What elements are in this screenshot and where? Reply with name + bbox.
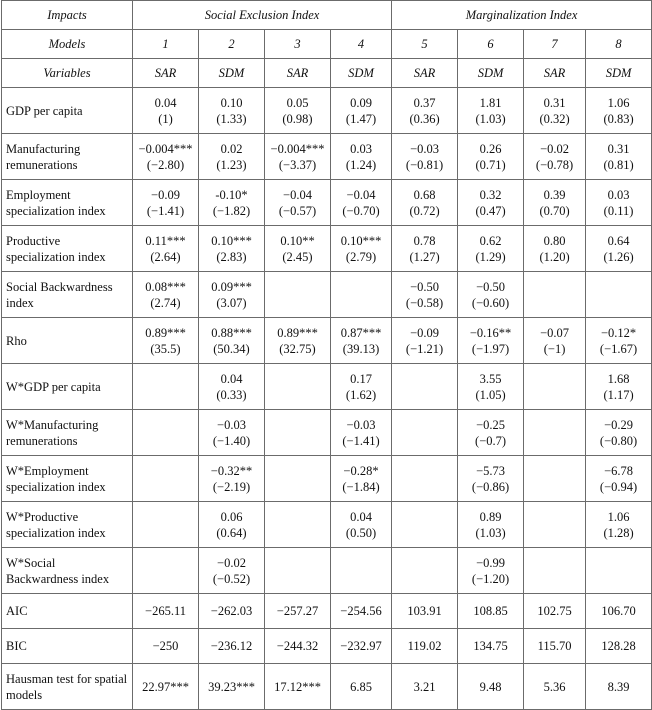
stat-cell: 134.75 [458, 629, 524, 664]
t-statistic: (−1.41) [342, 433, 380, 448]
t-statistic: (1.26) [603, 249, 634, 264]
table-cell [524, 272, 586, 318]
coefficient: 0.17 [350, 371, 372, 386]
stat-cell: 9.48 [458, 664, 524, 710]
coefficient: −0.16** [469, 325, 512, 340]
row-label: GDP per capita [2, 88, 133, 134]
t-statistic: (2.45) [282, 249, 313, 264]
table-cell [392, 134, 458, 180]
table-cell [265, 364, 331, 410]
table-cell [392, 410, 458, 456]
t-statistic: (1.62) [345, 387, 377, 402]
table-cell [265, 548, 331, 594]
table-cell [133, 502, 199, 548]
table-cell [586, 548, 652, 594]
t-statistic: (−1.40) [212, 433, 251, 448]
stat-cell: −262.03 [199, 594, 265, 629]
t-statistic: (0.47) [475, 203, 506, 218]
table-cell [265, 318, 331, 364]
t-statistic: (1.47) [345, 111, 377, 126]
coefficient: −0.04 [283, 187, 312, 202]
t-statistic: (−1.97) [471, 341, 510, 356]
t-statistic: (−1.67) [599, 341, 638, 356]
t-statistic: (−0.81) [405, 157, 444, 172]
coefficient: 0.11*** [145, 233, 186, 248]
header-row-types [2, 59, 652, 88]
t-statistic: (0.36) [409, 111, 440, 126]
t-statistic: (−0.78) [535, 157, 574, 172]
stat-row [2, 629, 652, 664]
row-label: BIC [2, 629, 133, 664]
t-statistic: (0.33) [216, 387, 247, 402]
row-label: AIC [2, 594, 133, 629]
t-statistic: (39.13) [342, 341, 380, 356]
t-statistic: (0.71) [475, 157, 506, 172]
models-label: Models [2, 30, 133, 59]
t-statistic: (−0.94) [599, 479, 638, 494]
table-cell [586, 318, 652, 364]
coefficient: −0.02 [217, 555, 246, 570]
row-label: W*Employment specialization index [2, 456, 133, 502]
stat-cell: −250 [133, 629, 199, 664]
table-cell [586, 134, 652, 180]
table-cell [524, 456, 586, 502]
t-statistic: (−1) [543, 341, 566, 356]
table-cell [458, 180, 524, 226]
t-statistic: (1.03) [475, 525, 506, 540]
model-number: 2 [199, 30, 265, 59]
coefficient: −0.25 [476, 417, 506, 432]
table-body [2, 88, 652, 710]
t-statistic: (0.64) [216, 525, 247, 540]
table-cell [392, 88, 458, 134]
t-statistic: (−1.20) [471, 571, 510, 586]
coefficient: −0.50 [410, 279, 440, 294]
t-statistic: (2.79) [345, 249, 377, 264]
row-label: Employment specialization index [2, 180, 133, 226]
table-cell [331, 88, 392, 134]
t-statistic: (−0.86) [471, 479, 510, 494]
t-statistic: (1.17) [603, 387, 634, 402]
stat-cell: 119.02 [392, 629, 458, 664]
coefficient: 0.80 [543, 233, 566, 248]
stat-row [2, 664, 652, 710]
t-statistic: (−1.21) [405, 341, 444, 356]
table-cell [524, 548, 586, 594]
row-label: Manufacturing remunerations [2, 134, 133, 180]
table-cell [199, 410, 265, 456]
table-cell [331, 456, 392, 502]
t-statistic: (1.05) [475, 387, 506, 402]
table-cell [458, 134, 524, 180]
stat-cell: 6.85 [331, 664, 392, 710]
coefficient: 0.10*** [340, 233, 382, 248]
table-row [2, 226, 652, 272]
model-number: 6 [458, 30, 524, 59]
coefficient: −0.99 [476, 555, 506, 570]
table-cell [586, 502, 652, 548]
row-label: W*Social Backwardness index [2, 548, 133, 594]
table-cell [524, 364, 586, 410]
table-cell [458, 88, 524, 134]
table-cell [199, 318, 265, 364]
t-statistic: (−1.84) [342, 479, 380, 494]
table-cell [331, 410, 392, 456]
table-cell [392, 272, 458, 318]
table-cell [199, 456, 265, 502]
stat-cell: 5.36 [524, 664, 586, 710]
stat-cell: 103.91 [392, 594, 458, 629]
t-statistic: (35.5) [150, 341, 181, 356]
table-cell [199, 226, 265, 272]
coefficient: −6.78 [604, 463, 634, 478]
coefficient: −0.12* [600, 325, 637, 340]
table-cell [586, 272, 652, 318]
table-cell [133, 456, 199, 502]
table-cell [265, 226, 331, 272]
stat-cell: 115.70 [524, 629, 586, 664]
model-type: SAR [265, 59, 331, 88]
coefficient: −0.07 [540, 325, 570, 340]
coefficient: 3.55 [479, 371, 502, 386]
table-cell [586, 180, 652, 226]
t-statistic: (50.34) [213, 341, 250, 356]
coefficient: 1.06 [607, 95, 630, 110]
table-cell [199, 88, 265, 134]
coefficient: −0.03 [346, 417, 376, 432]
table-cell [392, 502, 458, 548]
t-statistic: (1.33) [216, 111, 247, 126]
t-statistic: (−3.37) [278, 157, 317, 172]
table-cell [133, 364, 199, 410]
stat-cell: 17.12*** [265, 664, 331, 710]
table-cell [265, 180, 331, 226]
coefficient: 0.89*** [277, 325, 318, 340]
t-statistic: (−2.19) [212, 479, 251, 494]
table-cell [392, 456, 458, 502]
coefficient: -0.10* [215, 187, 248, 202]
table-row [2, 272, 652, 318]
coefficient: −0.32** [210, 463, 253, 478]
t-statistic: (−2.80) [146, 157, 185, 172]
model-type: SAR [133, 59, 199, 88]
table-cell [458, 226, 524, 272]
t-statistic: (2.74) [150, 295, 181, 310]
table-cell [199, 364, 265, 410]
table-cell [586, 410, 652, 456]
table-cell [265, 502, 331, 548]
coefficient: 1.06 [607, 509, 630, 524]
table-cell [133, 88, 199, 134]
coefficient: −0.28* [343, 463, 379, 478]
table-cell [133, 318, 199, 364]
table-cell [586, 456, 652, 502]
table-cell [458, 456, 524, 502]
group-marginalization: Marginalization Index [392, 1, 652, 30]
table-cell [331, 502, 392, 548]
table-cell [524, 502, 586, 548]
table-row [2, 318, 652, 364]
t-statistic: (1.23) [216, 157, 247, 172]
coefficient: 1.68 [607, 371, 630, 386]
row-label: Rho [2, 318, 133, 364]
table-cell [199, 272, 265, 318]
group-social-exclusion: Social Exclusion Index [133, 1, 392, 30]
stat-cell: −232.97 [331, 629, 392, 664]
table-cell [586, 364, 652, 410]
table-cell [199, 134, 265, 180]
coefficient: 0.68 [413, 187, 436, 202]
coefficient: 0.02 [220, 141, 243, 156]
table-cell [586, 88, 652, 134]
stat-row [2, 594, 652, 629]
stat-cell: 39.23*** [199, 664, 265, 710]
t-statistic: (0.72) [409, 203, 440, 218]
t-statistic: (1.27) [409, 249, 440, 264]
table-cell [458, 502, 524, 548]
table-cell [199, 548, 265, 594]
row-label: Productive specialization index [2, 226, 133, 272]
t-statistic: (0.70) [539, 203, 570, 218]
coefficient: 0.06 [220, 509, 243, 524]
table-row [2, 364, 652, 410]
coefficient: −0.004*** [270, 141, 325, 156]
table-cell [331, 180, 392, 226]
coefficient: −0.09 [151, 187, 180, 202]
table-cell [133, 548, 199, 594]
stat-cell: 128.28 [586, 629, 652, 664]
t-statistic: (−0.70) [342, 203, 380, 218]
row-label: Hausman test for spatial models [2, 664, 133, 710]
table-cell [524, 134, 586, 180]
model-type: SDM [331, 59, 392, 88]
t-statistic: (−1.41) [146, 203, 185, 218]
coefficient: 0.31 [607, 141, 630, 156]
t-statistic: (−0.80) [599, 433, 638, 448]
stat-cell: 3.21 [392, 664, 458, 710]
coefficient: 0.10 [220, 95, 243, 110]
model-number: 8 [586, 30, 652, 59]
t-statistic: (−0.58) [405, 295, 444, 310]
t-statistic: (1) [158, 111, 173, 126]
table-cell [331, 548, 392, 594]
table-cell [265, 456, 331, 502]
coefficient: 1.81 [479, 95, 502, 110]
row-label: W*Productive specialization index [2, 502, 133, 548]
coefficient: 0.26 [479, 141, 502, 156]
table-cell [331, 226, 392, 272]
model-number: 4 [331, 30, 392, 59]
coefficient: 0.64 [607, 233, 630, 248]
table-cell [524, 88, 586, 134]
t-statistic: (2.64) [150, 249, 181, 264]
t-statistic: (−1.82) [212, 203, 251, 218]
table-cell [458, 272, 524, 318]
table-cell [392, 364, 458, 410]
table-row [2, 88, 652, 134]
table-row [2, 134, 652, 180]
stat-cell: −257.27 [265, 594, 331, 629]
row-label: W*GDP per capita [2, 364, 133, 410]
table-cell [392, 548, 458, 594]
table-cell [392, 180, 458, 226]
table-row [2, 548, 652, 594]
table-cell [133, 180, 199, 226]
coefficient: −0.03 [410, 141, 440, 156]
table-cell [133, 272, 199, 318]
model-type: SDM [199, 59, 265, 88]
coefficient: 0.32 [479, 187, 502, 202]
t-statistic: (0.50) [345, 525, 377, 540]
stat-cell: −265.11 [133, 594, 199, 629]
variables-label: Variables [2, 59, 133, 88]
stat-cell: 22.97*** [133, 664, 199, 710]
t-statistic: (1.20) [539, 249, 570, 264]
coefficient: 0.62 [479, 233, 502, 248]
coefficient: 0.10*** [211, 233, 252, 248]
t-statistic: (−0.7) [475, 433, 507, 448]
coefficient: 0.05 [286, 95, 309, 110]
coefficient: −0.29 [604, 417, 634, 432]
header-row-groups [2, 1, 652, 30]
stat-cell: 106.70 [586, 594, 652, 629]
t-statistic: (3.07) [216, 295, 247, 310]
coefficient: 0.03 [350, 141, 372, 156]
table-cell [133, 410, 199, 456]
table-cell [392, 318, 458, 364]
model-number: 3 [265, 30, 331, 59]
stat-cell: 102.75 [524, 594, 586, 629]
coefficient: 0.08*** [145, 279, 186, 294]
t-statistic: (−0.60) [471, 295, 510, 310]
table-cell [133, 226, 199, 272]
model-type: SAR [392, 59, 458, 88]
coefficient: 0.89 [479, 509, 502, 524]
table-cell [458, 410, 524, 456]
row-label: Social Backwardness index [2, 272, 133, 318]
model-type: SDM [586, 59, 652, 88]
stat-cell: 108.85 [458, 594, 524, 629]
table-cell [458, 548, 524, 594]
table-cell [331, 364, 392, 410]
coefficient: 0.37 [413, 95, 436, 110]
coefficient: 0.87*** [340, 325, 382, 340]
t-statistic: (0.81) [603, 157, 634, 172]
coefficient: 0.03 [607, 187, 630, 202]
t-statistic: (32.75) [279, 341, 316, 356]
table-cell [265, 88, 331, 134]
t-statistic: (2.83) [216, 249, 247, 264]
table-cell [199, 180, 265, 226]
table-cell [524, 410, 586, 456]
table-row [2, 180, 652, 226]
header-row-models [2, 30, 652, 59]
t-statistic: (0.32) [539, 111, 570, 126]
coefficient: −0.50 [476, 279, 506, 294]
coefficient: 0.04 [220, 371, 243, 386]
model-number: 5 [392, 30, 458, 59]
row-label: W*Manufacturing remunerations [2, 410, 133, 456]
table-cell [331, 318, 392, 364]
regression-table [1, 0, 652, 710]
t-statistic: (0.98) [282, 111, 313, 126]
table-cell [331, 134, 392, 180]
coefficient: −0.004*** [138, 141, 193, 156]
table-cell [524, 318, 586, 364]
table-cell [133, 134, 199, 180]
t-statistic: (0.11) [603, 203, 634, 218]
coefficient: 0.78 [413, 233, 436, 248]
table-row [2, 410, 652, 456]
table-cell [265, 272, 331, 318]
coefficient: −0.02 [540, 141, 570, 156]
table-cell [265, 410, 331, 456]
table-cell [458, 364, 524, 410]
stat-cell: −254.56 [331, 594, 392, 629]
coefficient: 0.31 [543, 95, 566, 110]
stat-cell: 8.39 [586, 664, 652, 710]
table-cell [524, 226, 586, 272]
coefficient: 0.89*** [145, 325, 186, 340]
coefficient: −0.04 [346, 187, 376, 202]
coefficient: 0.88*** [211, 325, 252, 340]
t-statistic: (−0.57) [278, 203, 317, 218]
stat-cell: −236.12 [199, 629, 265, 664]
t-statistic: (0.83) [603, 111, 634, 126]
table-cell [199, 502, 265, 548]
t-statistic: (1.29) [475, 249, 506, 264]
table-cell [524, 180, 586, 226]
table-cell [458, 318, 524, 364]
model-number: 1 [133, 30, 199, 59]
coefficient: 0.04 [154, 95, 177, 110]
t-statistic: (−0.52) [212, 571, 251, 586]
coefficient: 0.39 [543, 187, 566, 202]
coefficient: 0.10** [280, 233, 315, 248]
model-number: 7 [524, 30, 586, 59]
stat-cell: −244.32 [265, 629, 331, 664]
model-type: SDM [458, 59, 524, 88]
coefficient: 0.09*** [211, 279, 252, 294]
coefficient: 0.09 [350, 95, 372, 110]
t-statistic: (1.03) [475, 111, 506, 126]
t-statistic: (1.28) [603, 525, 634, 540]
coefficient: 0.04 [350, 509, 372, 524]
table-cell [586, 226, 652, 272]
table-cell [331, 272, 392, 318]
coefficient: −5.73 [476, 463, 506, 478]
table-row [2, 502, 652, 548]
table-cell [265, 134, 331, 180]
t-statistic: (1.24) [345, 157, 377, 172]
table-row [2, 456, 652, 502]
table-cell [392, 226, 458, 272]
model-type: SAR [524, 59, 586, 88]
coefficient: −0.09 [410, 325, 440, 340]
coefficient: −0.03 [217, 417, 246, 432]
impacts-label: Impacts [2, 1, 133, 30]
